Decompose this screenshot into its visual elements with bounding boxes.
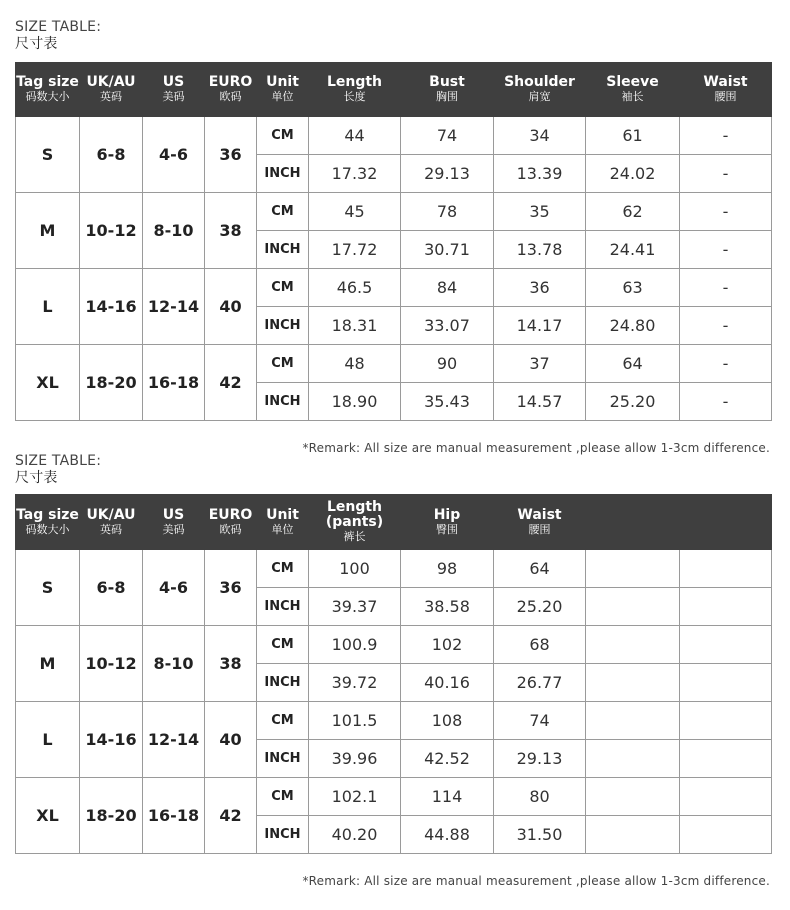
column-header-sublabel: 腰围	[528, 522, 551, 536]
uk-au-size-cell: 6-8	[80, 117, 143, 193]
column-header-sublabel: 袖长	[621, 90, 644, 103]
caption-cn: 尺寸表	[15, 470, 58, 486]
column-header-label: Tag size	[16, 506, 79, 523]
measurement-cell: 13.78	[494, 231, 586, 269]
measurement-cell: 35	[494, 193, 586, 231]
column-header-label: EURO	[208, 506, 253, 523]
column-header-label: Unit	[266, 506, 299, 523]
measurement-cell: 35.43	[401, 383, 494, 421]
measurement-cell: 24.41	[586, 231, 680, 269]
measurement-cell: 29.13	[494, 740, 586, 778]
column-header-label: Shoulder	[504, 74, 575, 90]
column-header-sublabel: 单位	[271, 90, 294, 103]
column-header	[80, 495, 143, 550]
measurement-cell: 48	[309, 345, 401, 383]
measurement-cell: 40.16	[401, 664, 494, 702]
table-row	[16, 345, 772, 383]
measurement-cell: 44	[309, 117, 401, 155]
size-tag-cell: S	[16, 550, 80, 626]
unit-cell: CM	[257, 702, 309, 740]
size-tag-cell: L	[16, 269, 80, 345]
column-header-sublabel: 欧码	[219, 90, 242, 103]
measurement-cell: 13.39	[494, 155, 586, 193]
remark-note: *Remark: All size are manual measurement ,please allow 1-3cm difference.	[302, 441, 770, 455]
measurement-cell: 18.31	[309, 307, 401, 345]
measurement-cell: 74	[401, 117, 494, 155]
column-header-label: UK/AU	[86, 74, 136, 90]
size-tag-cell: M	[16, 193, 80, 269]
measurement-cell: 25.20	[494, 588, 586, 626]
measurement-cell: 90	[401, 345, 494, 383]
euro-size-cell: 42	[205, 345, 257, 421]
measurement-cell: 98	[401, 550, 494, 588]
uk-au-size-cell: 6-8	[80, 550, 143, 626]
measurement-cell: 38.58	[401, 588, 494, 626]
uk-au-size-cell: 14-16	[80, 702, 143, 778]
caption-en: SIZE TABLE:	[15, 453, 102, 469]
measurement-cell: 42.52	[401, 740, 494, 778]
measurement-cell	[586, 588, 680, 626]
measurement-cell: 29.13	[401, 155, 494, 193]
column-header	[257, 63, 309, 117]
unit-cell: INCH	[257, 231, 309, 269]
measurement-cell: 17.32	[309, 155, 401, 193]
column-header-sublabel: 裤长	[343, 530, 366, 543]
measurement-cell: 46.5	[309, 269, 401, 307]
unit-cell: INCH	[257, 816, 309, 854]
measurement-cell: 78	[401, 193, 494, 231]
measurement-cell: 80	[494, 778, 586, 816]
measurement-cell: 31.50	[494, 816, 586, 854]
euro-size-cell: 42	[205, 778, 257, 854]
column-header-sublabel: 长度	[343, 90, 366, 103]
measurement-cell: -	[680, 307, 772, 345]
us-size-cell: 16-18	[143, 778, 205, 854]
measurement-cell: 26.77	[494, 664, 586, 702]
column-header	[80, 63, 143, 117]
column-header	[586, 63, 680, 117]
column-header-sublabel: 欧码	[219, 522, 242, 536]
column-header-sublabel: 腰围	[714, 90, 737, 103]
measurement-cell: -	[680, 155, 772, 193]
size-table-pants	[15, 494, 772, 854]
remark-note: *Remark: All size are manual measurement ,please allow 1-3cm difference.	[302, 874, 770, 888]
unit-cell: INCH	[257, 588, 309, 626]
measurement-cell: 61	[586, 117, 680, 155]
column-header-label: Hip	[433, 506, 461, 523]
uk-au-size-cell: 10-12	[80, 193, 143, 269]
measurement-cell	[680, 664, 772, 702]
measurement-cell: 101.5	[309, 702, 401, 740]
euro-size-cell: 36	[205, 550, 257, 626]
us-size-cell: 8-10	[143, 626, 205, 702]
measurement-cell: 37	[494, 345, 586, 383]
measurement-cell: 14.17	[494, 307, 586, 345]
measurement-cell: -	[680, 193, 772, 231]
column-header	[401, 63, 494, 117]
measurement-cell	[586, 778, 680, 816]
euro-size-cell: 38	[205, 626, 257, 702]
column-header	[680, 63, 772, 117]
column-header	[143, 495, 205, 550]
measurement-cell: 102	[401, 626, 494, 664]
measurement-cell: 114	[401, 778, 494, 816]
size-table-tops	[15, 62, 772, 421]
measurement-cell: 18.90	[309, 383, 401, 421]
column-header-label: Length	[326, 74, 383, 90]
size-tag-cell: M	[16, 626, 80, 702]
column-header-sublabel: 码数大小	[25, 90, 70, 103]
column-header	[494, 63, 586, 117]
measurement-cell: 17.72	[309, 231, 401, 269]
column-header-label: UK/AU	[86, 506, 136, 523]
measurement-cell: 74	[494, 702, 586, 740]
measurement-cell	[680, 816, 772, 854]
measurement-cell: 34	[494, 117, 586, 155]
column-header-sublabel: 英码	[100, 522, 122, 536]
column-header-label: Waist	[703, 74, 748, 90]
measurement-cell	[586, 664, 680, 702]
column-header	[680, 495, 772, 550]
measurement-cell: 64	[586, 345, 680, 383]
euro-size-cell: 40	[205, 269, 257, 345]
column-header-sublabel: 美码	[162, 90, 185, 103]
table-row	[16, 269, 772, 307]
measurement-cell	[680, 740, 772, 778]
euro-size-cell: 36	[205, 117, 257, 193]
measurement-cell: -	[680, 345, 772, 383]
size-tag-cell: L	[16, 702, 80, 778]
us-size-cell: 8-10	[143, 193, 205, 269]
measurement-cell	[586, 740, 680, 778]
unit-cell: CM	[257, 117, 309, 155]
measurement-cell: 24.80	[586, 307, 680, 345]
column-header-sublabel: 美码	[162, 522, 185, 536]
column-header-label: Waist	[517, 506, 562, 523]
uk-au-size-cell: 18-20	[80, 345, 143, 421]
column-header-sublabel: 单位	[271, 522, 294, 536]
measurement-cell: 33.07	[401, 307, 494, 345]
measurement-cell: -	[680, 383, 772, 421]
us-size-cell: 12-14	[143, 702, 205, 778]
uk-au-size-cell: 10-12	[80, 626, 143, 702]
column-header-sublabel: 肩宽	[528, 90, 551, 103]
unit-cell: INCH	[257, 155, 309, 193]
column-header	[586, 495, 680, 550]
us-size-cell: 4-6	[143, 550, 205, 626]
table-row	[16, 778, 772, 816]
measurement-cell: 39.37	[309, 588, 401, 626]
column-header-label: Unit	[266, 74, 299, 90]
measurement-cell: 45	[309, 193, 401, 231]
measurement-cell: 36	[494, 269, 586, 307]
measurement-cell	[586, 816, 680, 854]
measurement-cell: 44.88	[401, 816, 494, 854]
caption-en: SIZE TABLE:	[15, 19, 102, 35]
column-header	[401, 495, 494, 550]
column-header	[309, 63, 401, 117]
uk-au-size-cell: 14-16	[80, 269, 143, 345]
column-header-sublabel: 英码	[100, 90, 122, 103]
measurement-cell: 30.71	[401, 231, 494, 269]
unit-cell: INCH	[257, 664, 309, 702]
table-row	[16, 193, 772, 231]
measurement-cell: 40.20	[309, 816, 401, 854]
us-size-cell: 12-14	[143, 269, 205, 345]
measurement-cell	[680, 588, 772, 626]
column-header-label: EURO	[208, 74, 253, 90]
measurement-cell	[680, 778, 772, 816]
table-row	[16, 626, 772, 664]
caption-cn: 尺寸表	[15, 36, 58, 52]
measurement-cell	[586, 702, 680, 740]
measurement-cell: 14.57	[494, 383, 586, 421]
unit-cell: INCH	[257, 307, 309, 345]
measurement-cell: 108	[401, 702, 494, 740]
unit-cell: CM	[257, 550, 309, 588]
measurement-cell	[680, 626, 772, 664]
euro-size-cell: 38	[205, 193, 257, 269]
column-header-label: US	[162, 506, 185, 523]
table-row	[16, 702, 772, 740]
column-header	[205, 495, 257, 550]
measurement-cell: 24.02	[586, 155, 680, 193]
measurement-cell: 64	[494, 550, 586, 588]
table-row	[16, 550, 772, 588]
measurement-cell: 100.9	[309, 626, 401, 664]
column-header	[16, 495, 80, 550]
size-tag-cell: XL	[16, 778, 80, 854]
column-header-sublabel: 臀围	[436, 522, 458, 536]
measurement-cell: -	[680, 117, 772, 155]
measurement-cell: -	[680, 269, 772, 307]
measurement-cell: 63	[586, 269, 680, 307]
measurement-cell: 39.72	[309, 664, 401, 702]
unit-cell: CM	[257, 345, 309, 383]
unit-cell: CM	[257, 269, 309, 307]
size-table-caption	[15, 19, 101, 53]
measurement-cell: 25.20	[586, 383, 680, 421]
column-header	[257, 495, 309, 550]
uk-au-size-cell: 18-20	[80, 778, 143, 854]
column-header-label: Length (pants)	[325, 499, 384, 530]
column-header	[16, 63, 80, 117]
column-header-sublabel: 胸围	[436, 90, 458, 103]
unit-cell: CM	[257, 626, 309, 664]
column-header-label: Bust	[429, 74, 465, 90]
measurement-cell	[680, 702, 772, 740]
us-size-cell: 16-18	[143, 345, 205, 421]
size-tag-cell: S	[16, 117, 80, 193]
column-header-label: Tag size	[16, 74, 79, 90]
column-header-label: Sleeve	[606, 74, 659, 90]
euro-size-cell: 40	[205, 702, 257, 778]
column-header-label: US	[162, 74, 185, 90]
us-size-cell: 4-6	[143, 117, 205, 193]
measurement-cell: 62	[586, 193, 680, 231]
unit-cell: INCH	[257, 740, 309, 778]
column-header	[309, 495, 401, 550]
column-header	[494, 495, 586, 550]
measurement-cell	[586, 626, 680, 664]
column-header	[205, 63, 257, 117]
measurement-cell: -	[680, 231, 772, 269]
measurement-cell: 102.1	[309, 778, 401, 816]
table-row	[16, 117, 772, 155]
size-tag-cell: XL	[16, 345, 80, 421]
column-header-sublabel: 码数大小	[25, 522, 70, 536]
measurement-cell: 84	[401, 269, 494, 307]
column-header	[143, 63, 205, 117]
size-table-caption	[15, 453, 101, 487]
measurement-cell	[586, 550, 680, 588]
measurement-cell: 68	[494, 626, 586, 664]
measurement-cell	[680, 550, 772, 588]
measurement-cell: 39.96	[309, 740, 401, 778]
unit-cell: CM	[257, 778, 309, 816]
unit-cell: INCH	[257, 383, 309, 421]
measurement-cell: 100	[309, 550, 401, 588]
unit-cell: CM	[257, 193, 309, 231]
